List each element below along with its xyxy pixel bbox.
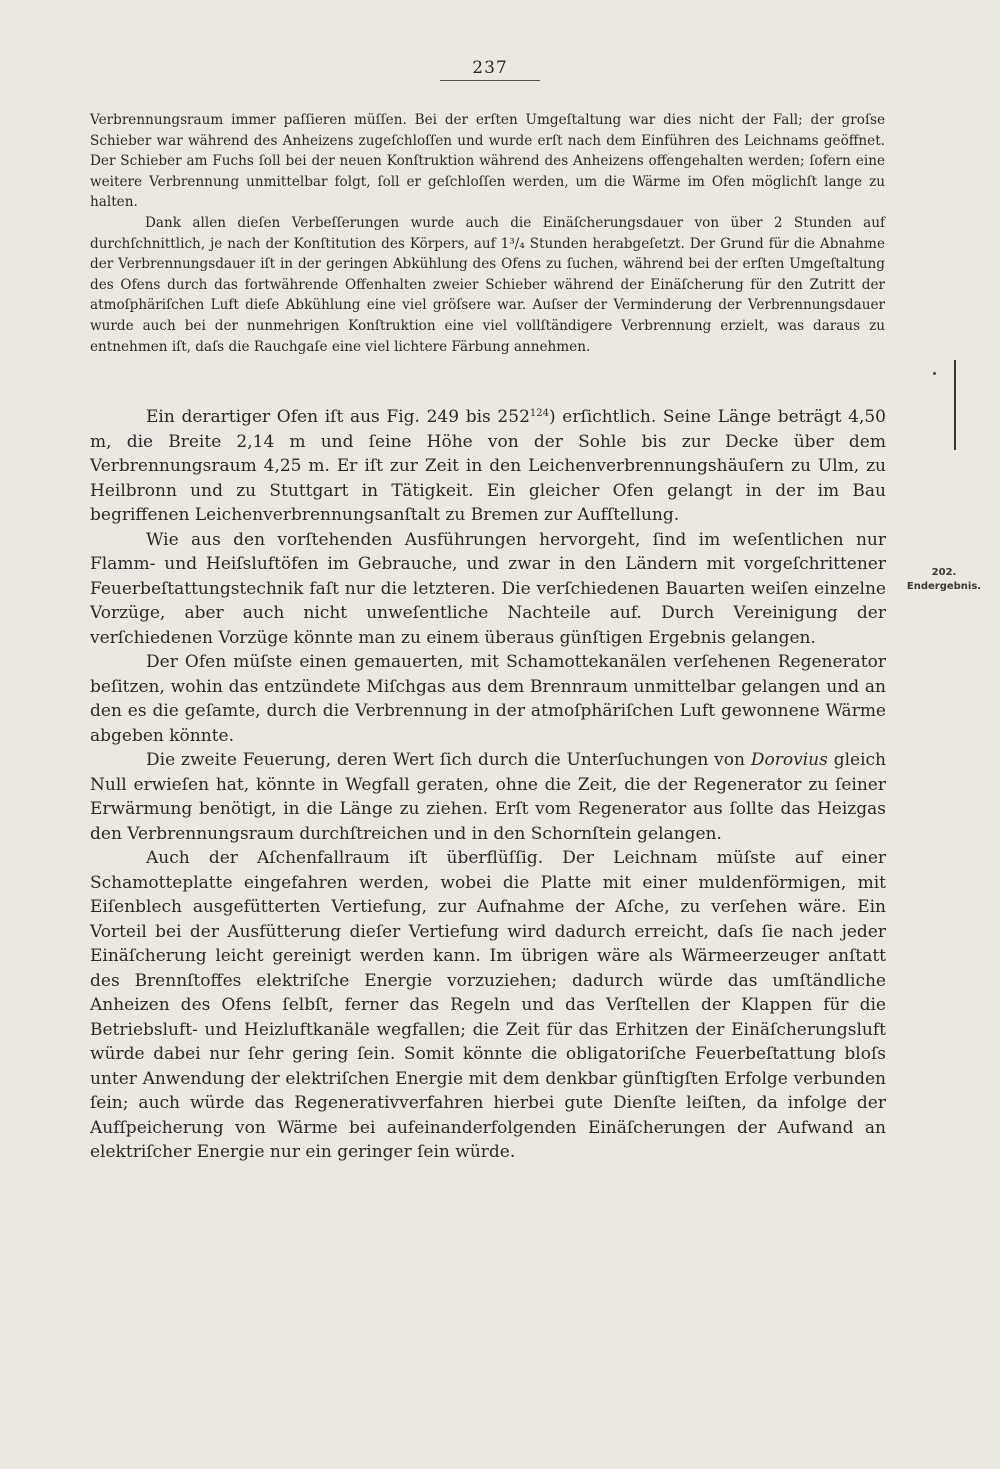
small-print-section (90, 110, 885, 357)
main-text-section (90, 405, 886, 1165)
paragraph-second-firing-text-a: Die zweite Feuerung, deren Wert ſich durch die Unterſuchungen von (146, 750, 751, 770)
paragraph-oven-text-a: Ein derartiger Ofen iſt aus Fig. 249 bis 252 (146, 407, 530, 427)
paragraph-conclusion: Wie aus den vorſtehenden Ausführungen hervorgeht, ſind im weſentlichen nur Flamm- und Heiſsluftöfen im Gebrauche, und zwar in den Ländern mit vorgeſchrittener Feuerbeſtattungstechnik faſt nur die letzteren. Die verſchiedenen Bauarten weiſen einzelne Vorzüge, aber auch nicht unweſentliche Nachteile auf. Durch Vereinigung der verſchiedenen Vorzüge könnte man zu einem überaus günſtigen Ergebnis gelangen. (90, 529, 886, 648)
footnote-ref-124: 124 (529, 408, 549, 419)
sidenote-number: 202. (931, 567, 957, 578)
small-paragraph-1: Verbrennungsraum immer paſſieren müſſen. Bei der erſten Umgeſtaltung war dies nicht der Fall; der groſse Schieber war während des Anheizens zugeſchloſſen und wurde erſt nach dem Einführen des Leichnams geöffnet. Der Schieber am Fuchs ſoll bei der neuen Konſtruktion während des Anheizens offengehalten werden; ſofern eine weitere Verbrennung unmittelbar folgt, ſoll er geſchloſſen werden, um die Wärme im Ofen möglichſt lange zu halten. (90, 112, 885, 211)
paragraph-second-firing (90, 748, 886, 846)
paragraph-oven-text-b: ) erſichtlich. Seine Länge beträgt 4,50 m, die Breite 2,14 m und ſeine Höhe von der Sohle bis zur Decke über dem Verbrennungsraum 4,25 m. Er iſt zur Zeit in den Leichenverbrennungshäuſern zu Ulm, zu Heilbronn und zu Stuttgart in Tätigkeit. Ein gleicher Ofen gelangt in der im Bau begriffenen Leichenverbrennungsanſtalt zu Bremen zur Aufſtellung. (90, 407, 886, 525)
small-paragraph-2: Dank allen dieſen Verbeſſerungen wurde auch die Einäſcherungsdauer von über 2 Stunden auf durchſchnittlich, je nach der Konſtitution des Körpers, auf 1³/₄ Stunden herabgeſetzt. Der Grund für die Abnahme der Verbrennungsdauer iſt in der geringen Abkühlung des Ofens zu ſuchen, während bei der erſten Umgeſtaltung des Ofens durch das fortwährende Offenhalten zweier Schieber während der Einäſcherung für den Zutritt der atmoſphäriſchen Luft dieſe Abkühlung eine viel gröſsere war. Auſser der Verminderung der Verbrennungsdauer wurde auch bei der nunmehrigen Konſtruktion eine viel vollſtändigere Verbrennung erzielt, was daraus zu entnehmen iſt, daſs die Rauchgaſe eine viel lichtere Färbung annehmen. (90, 214, 885, 355)
paragraph-ash-chamber: Auch der Aſchenfallraum iſt überflüſſig. Der Leichnam müſste auf einer Schamotteplatte eingefahren werden, wobei die Platte mit einer muldenförmigen, mit Eiſenblech ausgefütterten Vertiefung, zur Aufnahme der Aſche, zu verſehen wäre. Ein Vorteil bei der Ausfütterung dieſer Vertiefung wird dadurch erreicht, daſs ſie nach jeder Einäſcherung leicht gereinigt werden kann. Im übrigen wäre als Wärmeerzeuger anſtatt des Brennſtoffes elektriſche Energie vorzuziehen; dadurch würde das umſtändliche Anheizen des Ofens ſelbſt, ferner das Regeln und das Verſtellen der Klappen für die Betriebsluft- und Heizluftkanäle wegfallen; die Zeit für das Erhitzen der Einäſcherungsluft würde dabei nur ſehr gering ſein. Somit könnte die obligatoriſche Feuerbeſtattung bloſs unter Anwendung der elektriſchen Energie mit dem denkbar günſtigſten Erfolge verbunden ſein; auch würde das Regenerativverfahren hierbei gute Dienſte leiſten, da infolge der Aufſpeicherung von Wärme bei aufeinanderfolgenden Einäſcherungen der Aufwand an elektriſcher Energie nur ein geringer ſein würde. (90, 848, 886, 1162)
margin-bar (954, 360, 956, 450)
author-name-dorovius: Dorovius (750, 750, 828, 770)
paragraph-regenerator: Der Ofen müſste einen gemauerten, mit Schamottekanälen verſehenen Regenerator beſitzen, wohin das entzündete Miſchgas aus dem Brennraum unmittelbar gelangen und an den es die geſamte, durch die Verbrennung in der atmoſphäriſchen Luft gewonnene Wärme abgeben könnte. (90, 652, 886, 746)
page-number: 237 (472, 58, 508, 78)
sidenote-title: Endergebnis. (906, 581, 982, 592)
header-rule (440, 80, 540, 81)
paragraph-second-firing-text-b: gleich Null erwieſen hat, könnte in Wegfall geraten, ohne die Zeit, die der Regenerator zu ſeiner Erwärmung benötigt, in die Länge zu ziehen. Erſt vom Regenerator aus ſollte das Heizgas den Verbrennungsraum durchſtreichen und in den Schornſtein gelangen. (90, 750, 886, 844)
margin-sidenote (896, 566, 992, 594)
margin-dot (933, 372, 936, 375)
paragraph-oven-description (90, 405, 886, 528)
